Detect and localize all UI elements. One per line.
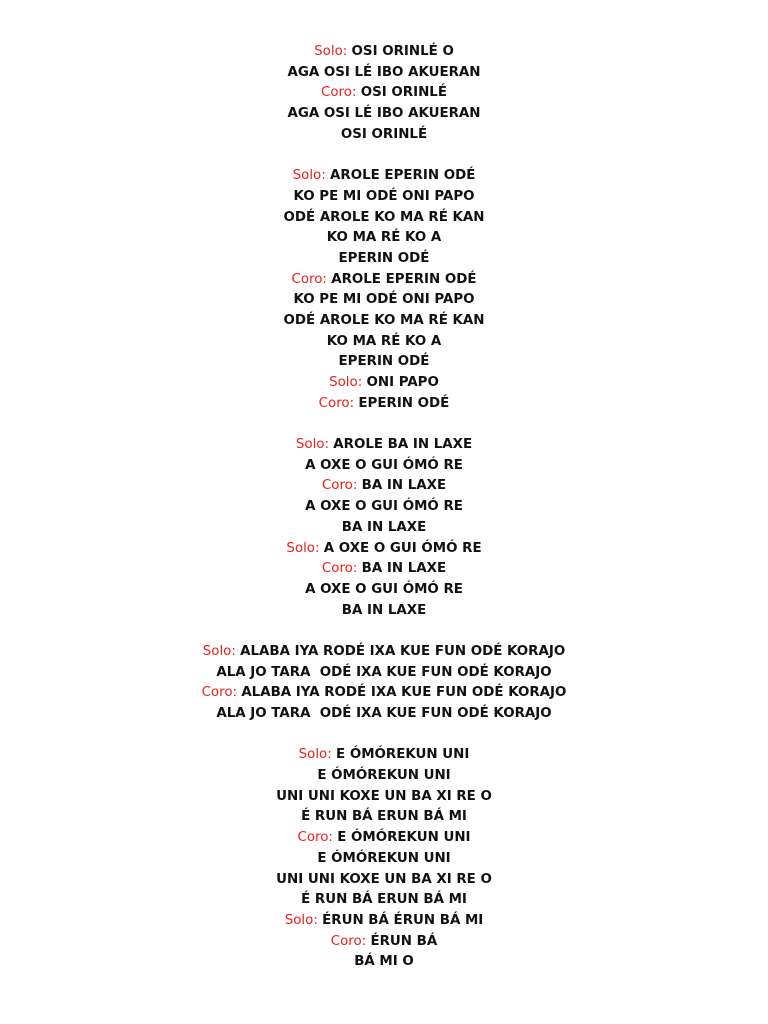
lyric-text: KO MA RÉ KO A — [326, 333, 442, 349]
lyric-line — [0, 745, 768, 766]
lyric-text: UNI UNI KOXE UN BA XI RE O — [276, 871, 492, 887]
lyric-text: E ÓMÓREKUN UNI — [336, 747, 470, 763]
lyric-line — [0, 290, 768, 311]
lyric-line — [0, 456, 768, 477]
lyric-line — [0, 952, 768, 973]
speaker-label: Solo: — [329, 375, 363, 390]
lyric-line — [0, 394, 768, 415]
lyric-line — [0, 373, 768, 394]
lyric-line — [0, 476, 768, 497]
stanza — [0, 745, 768, 973]
lyric-text: ODÉ AROLE KO MA RÉ KAN — [283, 312, 485, 328]
lyric-line — [0, 83, 768, 104]
lyric-text: ÉRUN BÁ ÉRUN BÁ MI — [322, 912, 484, 928]
lyric-line — [0, 870, 768, 891]
lyric-text: BA IN LAXE — [361, 478, 447, 494]
lyric-text: E ÓMÓREKUN UNI — [317, 850, 451, 866]
lyric-text: A OXE O GUI ÓMÓ RE — [305, 499, 463, 515]
lyric-text: ALABA IYA RODÉ IXA KUE FUN ODÉ KORAJO — [241, 685, 567, 701]
lyric-line — [0, 828, 768, 849]
lyric-line — [0, 249, 768, 270]
lyric-text: A OXE O GUI ÓMÓ RE — [323, 540, 482, 556]
stanza-list — [0, 42, 768, 973]
lyric-text: ALABA IYA RODÉ IXA KUE FUN ODÉ KORAJO — [240, 643, 566, 659]
lyric-text: OSI ORINLÉ — [360, 85, 447, 101]
lyric-text: ONI PAPO — [366, 375, 439, 390]
lyrics-document — [0, 42, 768, 973]
lyric-text: KO MA RÉ KO A — [326, 230, 442, 246]
lyric-text: ÉRUN BÁ — [370, 933, 438, 949]
speaker-label: Coro: — [321, 561, 358, 577]
lyric-text: BÁ MI O — [354, 954, 414, 970]
lyric-text: É RUN BÁ ERUN BÁ MI — [301, 892, 467, 908]
lyric-line — [0, 435, 768, 456]
lyric-line — [0, 42, 768, 63]
lyric-line — [0, 766, 768, 787]
lyric-text: BA IN LAXE — [341, 519, 427, 535]
speaker-label: Coro: — [201, 685, 238, 701]
lyric-line — [0, 63, 768, 84]
speaker-label: Coro: — [318, 395, 355, 411]
lyric-line — [0, 601, 768, 622]
lyric-text: BA IN LAXE — [361, 561, 447, 577]
speaker-label: Coro: — [297, 830, 333, 846]
speaker-label: Solo: — [314, 44, 348, 59]
lyric-text: AGA OSI LÉ IBO AKUERAN — [287, 106, 481, 122]
lyric-line — [0, 104, 768, 125]
lyric-text: É RUN BÁ ERUN BÁ MI — [301, 809, 467, 825]
speaker-label: Coro: — [321, 85, 357, 101]
stanza — [0, 435, 768, 621]
lyric-line — [0, 580, 768, 601]
speaker-label: Coro: — [291, 271, 327, 287]
lyric-line — [0, 497, 768, 518]
lyric-text: A OXE O GUI ÓMÓ RE — [305, 457, 463, 473]
lyric-line — [0, 663, 768, 684]
speaker-label: Solo: — [292, 168, 326, 184]
stanza — [0, 166, 768, 414]
lyric-line — [0, 187, 768, 208]
lyric-line — [0, 270, 768, 291]
stanza-gap — [0, 621, 768, 642]
speaker-label: Solo: — [295, 437, 329, 453]
lyric-line — [0, 787, 768, 808]
speaker-label: Solo: — [284, 912, 318, 928]
lyric-text: AROLE EPERIN ODÉ — [331, 271, 477, 287]
speaker-label: Solo: — [202, 643, 236, 659]
lyric-text: AROLE BA IN LAXE — [333, 437, 473, 453]
lyric-text: KO PE MI ODÉ ONI PAPO — [293, 188, 475, 204]
lyric-line — [0, 642, 768, 663]
lyric-line — [0, 166, 768, 187]
lyric-line — [0, 559, 768, 580]
lyric-text: EPERIN ODÉ — [358, 395, 450, 411]
stanza-gap — [0, 145, 768, 166]
lyric-text: KO PE MI ODÉ ONI PAPO — [293, 292, 475, 308]
lyric-text: OSI ORINLÉ — [340, 126, 428, 142]
speaker-label: Coro: — [321, 478, 358, 494]
lyric-line — [0, 890, 768, 911]
lyric-line — [0, 704, 768, 725]
lyric-text: AGA OSI LÉ IBO AKUERAN — [287, 64, 481, 80]
lyric-text: ALA JO TARA ODÉ IXA KUE FUN ODÉ KORAJO — [216, 706, 552, 721]
lyric-text: E ÓMÓREKUN UNI — [337, 830, 471, 846]
lyric-text: AROLE EPERIN ODÉ — [330, 168, 476, 184]
stanza — [0, 42, 768, 145]
stanza-gap — [0, 725, 768, 746]
lyric-text: E ÓMÓREKUN UNI — [317, 768, 451, 784]
lyric-line — [0, 849, 768, 870]
speaker-label: Solo: — [298, 747, 332, 763]
lyric-line — [0, 539, 768, 560]
lyric-text: EPERIN ODÉ — [338, 250, 430, 266]
lyric-text: ALA JO TARA ODÉ IXA KUE FUN ODÉ KORAJO — [216, 664, 552, 680]
lyric-line — [0, 228, 768, 249]
lyric-line — [0, 683, 768, 704]
lyric-line — [0, 125, 768, 146]
lyric-line — [0, 311, 768, 332]
lyric-line — [0, 932, 768, 953]
speaker-label: Coro: — [330, 933, 367, 949]
lyric-text: UNI UNI KOXE UN BA XI RE O — [276, 788, 492, 804]
lyric-text: BA IN LAXE — [341, 602, 427, 618]
stanza — [0, 642, 768, 725]
lyric-text: OSI ORINLÉ O — [351, 44, 454, 59]
lyric-line — [0, 911, 768, 932]
speaker-label: Solo: — [286, 540, 320, 556]
stanza-gap — [0, 414, 768, 435]
lyric-text: ODÉ AROLE KO MA RÉ KAN — [283, 209, 485, 225]
lyric-text: EPERIN ODÉ — [338, 354, 430, 370]
lyric-text: A OXE O GUI ÓMÓ RE — [305, 581, 463, 597]
lyric-line — [0, 518, 768, 539]
lyric-line — [0, 208, 768, 229]
lyric-line — [0, 332, 768, 353]
lyric-line — [0, 807, 768, 828]
lyric-line — [0, 352, 768, 373]
